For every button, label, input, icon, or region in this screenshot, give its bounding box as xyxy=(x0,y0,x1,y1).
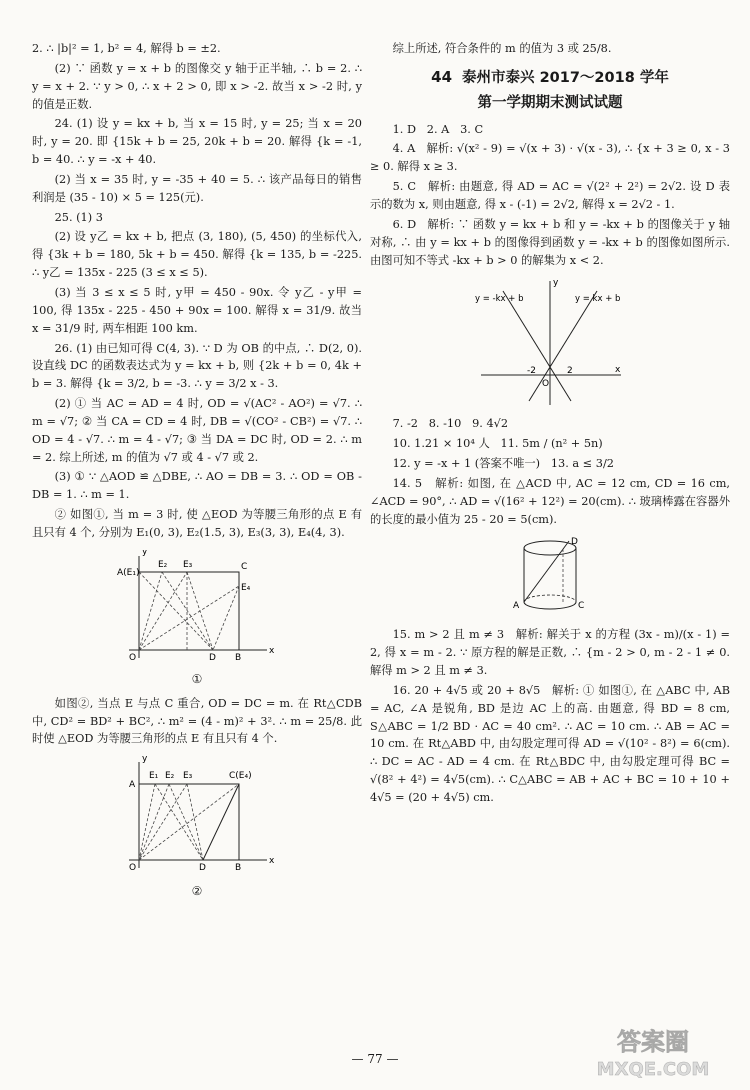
fig2-e1-label: E₁ xyxy=(149,771,159,782)
fig1-e4-label: E₄ xyxy=(241,582,251,593)
left-para-1: 2. ∴ |b|² = 1, b² = 4, 解得 b = ±2. xyxy=(32,42,221,55)
fig2-x-label: x xyxy=(269,856,275,867)
left-para-4: (2) 当 x = 35 时, y = -35 + 40 = 5. ∴ 该产品每日的销售利润是 (35 - 10) × 5 = 125(元). xyxy=(32,172,362,204)
fig1-x-label: x xyxy=(269,645,275,656)
fig1-c-label: C xyxy=(241,561,248,572)
fig14-c-label: C xyxy=(578,601,585,612)
watermark-logo xyxy=(578,1020,728,1082)
figure-q14-cylinder xyxy=(505,536,595,618)
watermark-line-1: 答案圈 xyxy=(617,1028,689,1056)
answer-16: 16. 20 + 4√5 或 20 + 8√5 解析: ① 如图①, 在 △ABC 中, AB = AC, ∠A 是锐角, BD 是边 AC 上的高. 由题意, 得 BD = 8 cm, S△ABC = 1/2 BD · AC = 40 cm². ∴ AC = 10 cm. ∴ AB = AC = 10 cm. 在 Rt△ABD 中, 由勾股定理可得 AD = √(10² - 8²) = 6(cm). ∴ DC = AC - AD = 4 cm. 在 Rt△BDC 中, 由勾股定理可得 BC = √(8² + 4²) = 4√5(cm). ∴ C△ABC = AB + AC + BC = 10 + 10 + 4√5 = (20 + 4√5) cm. xyxy=(370,683,734,804)
right-column xyxy=(370,40,734,809)
answer-5: 5. C 解析: 由题意, 得 AD = AC = √(2² + 2²) = 2√2. 设 D 表示的数为 x, 则由题意, 得 x - (-1) = 2√2, 解得 x = 2√2 - 1. xyxy=(370,180,730,211)
fig6-o-label: O xyxy=(542,379,550,390)
fig6-y-label: y xyxy=(553,278,559,289)
fig2-d-label: D xyxy=(199,863,206,874)
fig2-a-label: A xyxy=(129,780,136,791)
section-title-line-2: 第一学期期末测试试题 xyxy=(477,95,623,112)
left-para-5: 25. (1) 3 xyxy=(54,210,103,224)
left-para-10: (3) ① ∵ △AOD ≌ △DBE, ∴ AO = DB = 3. ∴ OD = OB - DB = 1. ∴ m = 1. xyxy=(32,470,366,502)
right-intro: 综上所述, 符合条件的 m 的值为 3 或 25/8. xyxy=(392,42,612,55)
fig14-d-label: D xyxy=(571,537,578,548)
left-para-after-fig1: 如图②, 当点 E 与点 C 重合, OD = DC = m. 在 Rt△CDB 中, CD² = BD² + BC², ∴ m² = (4 - m)² + 3². ∴ m = 25/8. 此时使 △EOD 为等腰三角形的点 E 有且只有 4 个. xyxy=(32,696,366,746)
section-number: 44 xyxy=(431,67,453,86)
fig2-o-label: O xyxy=(129,863,137,874)
fig1-d-label: D xyxy=(209,652,216,662)
fig6-neg2-label: -2 xyxy=(527,366,536,377)
answer-7-9: 7. -2 8. -10 9. 4√2 xyxy=(392,417,509,431)
fig6-right-line-label: y = kx + b xyxy=(575,294,621,305)
figure-1-caption: ① xyxy=(191,671,203,686)
fig2-e2-label: E₂ xyxy=(165,771,175,782)
answer-4: 4. A 解析: √(x² - 9) = √(x + 3) · √(x - 3), ∴ {x + 3 ≥ 0, x - 3 ≥ 0. 解得 x ≥ 3. xyxy=(370,142,734,174)
left-para-2: (2) ∵ 函数 y = x + b 的图像交 y 轴于正半轴, ∴ b = 2. ∴ y = x + 2. ∵ y > 0, ∴ x + 2 > 0, 即 x > -2. 故当 x > -2 时, y 的值是正数. xyxy=(32,61,366,111)
figure-2-rectangle xyxy=(117,756,277,874)
left-para-9: (2) ① 当 AC = AD = 4 时, OD = √(AC² - AO²) = √7. ∴ m = √7; ② 当 CA = CD = 4 时, DB = √(CO² - CB²) = √7. ∴ OD = 4 - √7. ∴ m = 4 - √7; ③ 当 DA = DC 时, OD = 2. ∴ m = 2. 综上所述, m 的值为 √7 或 4 - √7 或 2. xyxy=(32,397,366,464)
answer-6: 6. D 解析: ∵ 函数 y = kx + b 和 y = -kx + b 的图像关于 y 轴对称, ∴ 由 y = kx + b 的图像得到函数 y = -kx + b 的图像如图所示. 由图可知不等式 -kx + b > 0 的解集为 x < 2. xyxy=(370,217,734,267)
fig1-e2-label: E₂ xyxy=(158,559,168,570)
left-para-7: (3) 当 3 ≤ x ≤ 5 时, y甲 = 450 - 90x. 令 y乙 - y甲 = 100, 得 135x - 225 - 450 + 90x = 100. 解得 x = 31/9. 故当 x = 31/9 时, 两车相距 100 km. xyxy=(32,285,366,335)
fig14-a-label: A xyxy=(513,601,520,612)
section-title xyxy=(370,64,730,117)
left-para-11: ② 如图①, 当 m = 3 时, 使 △EOD 为等腰三角形的点 E 有且只有 4 个, 分别为 E₁(0, 3), E₂(1.5, 3), E₃(3, 3), E₄(4, 3). xyxy=(32,508,362,539)
left-para-6: (2) 设 y乙 = kx + b, 把点 (3, 180), (5, 450) 的坐标代入, 得 {3k + b = 180, 5k + b = 450. 解得 {k = 135, b = -225. ∴ y乙 = 135x - 225 (3 ≤ x ≤ 5). xyxy=(32,230,366,280)
figure-2-caption: ② xyxy=(191,884,203,899)
fig1-y-label: y xyxy=(142,549,148,557)
fig1-b-label: B xyxy=(235,652,242,662)
fig1-a-label: A(E₁) xyxy=(117,567,140,578)
left-para-8: 26. (1) 由已知可得 C(4, 3). ∵ D 为 OB 的中点, ∴ D(2, 0). 设直线 DC 的函数表达式为 y = kx + b, 则 {2k + b = 0, 4k + b = 3. 解得 {k = 3/2, b = -3. ∴ y = 3/2 x - 3. xyxy=(32,341,366,391)
fig2-y-label: y xyxy=(142,756,148,765)
fig1-e3-label: E₃ xyxy=(183,559,193,570)
section-title-line-1: 泰州市泰兴 2017～2018 学年 xyxy=(462,69,669,86)
fig2-e3-label: E₃ xyxy=(183,771,193,782)
left-para-3: 24. (1) 设 y = kx + b, 当 x = 15 时, y = 25; 当 x = 20 时, y = 20. 即 {15k + b = 25, 20k + b = 20. 解得 {k = -1, b = 40. ∴ y = -x + 40. xyxy=(32,117,366,167)
answer-15: 15. m > 2 且 m ≠ 3 解析: 解关于 x 的方程 (3x - m)/(x - 1) = 2, 得 x = m - 2. ∵ 原方程的解是正数, ∴ {m - 2 > 0, m - 2 - 1 ≠ 0. 解得 m > 2 且 m ≠ 3. xyxy=(370,628,734,678)
figure-1-rectangle xyxy=(117,550,277,662)
watermark-line-2: MXQE.COM xyxy=(596,1059,710,1080)
fig6-2-label: 2 xyxy=(567,366,573,377)
fig2-c-label: C(E₄) xyxy=(229,771,252,782)
fig1-o-label: O xyxy=(129,652,137,662)
answer-10-11: 10. 1.21 × 10⁴ 人 11. 5m / (n² + 5n) xyxy=(392,437,603,451)
answer-14: 14. 5 解析: 如图, 在 △ACD 中, AC = 12 cm, CD = 16 cm, ∠ACD = 90°, ∴ AD = √(16² + 12²) = 20(cm). ∴ 玻璃棒露在容器外的长度的最小值为 25 - 20 = 5(cm). xyxy=(370,476,734,526)
fig6-x-label: x xyxy=(615,365,621,376)
answer-1-3: 1. D 2. A 3. C xyxy=(392,122,484,136)
left-column xyxy=(32,40,366,907)
page-number: — 77 — xyxy=(351,1052,399,1066)
fig6-left-line-label: y = -kx + b xyxy=(475,294,524,305)
answer-12-13: 12. y = -x + 1 (答案不唯一) 13. a ≤ 3/2 xyxy=(392,457,614,471)
fig2-b-label: B xyxy=(235,863,242,874)
figure-q6-lines xyxy=(475,277,625,407)
